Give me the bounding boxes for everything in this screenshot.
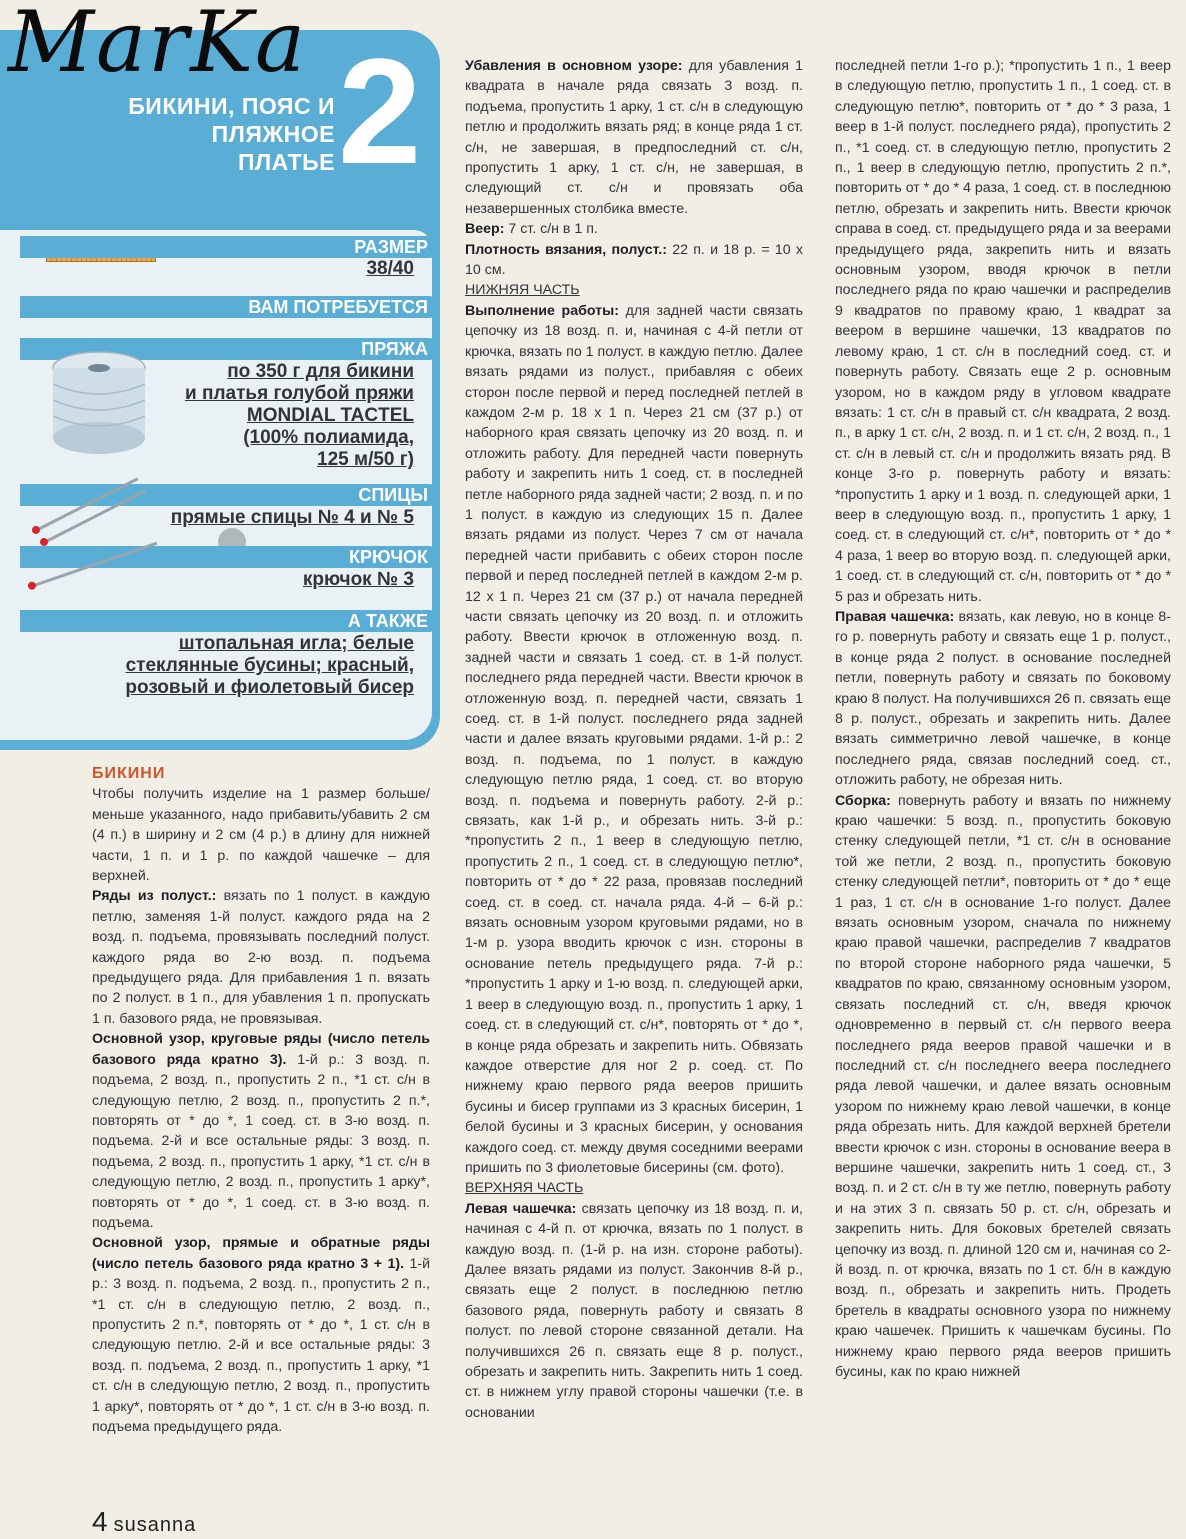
- page-footer: [92, 1506, 196, 1538]
- also-line-3: розовый и фиолетовый бисер: [125, 677, 414, 698]
- yarn-label-bar: ПРЯЖА: [20, 338, 440, 360]
- paragraph-right-cup: Правая чашечка: вязать, как левую, но в конце 8-го р. повернуть работу и связать еще 1 р. полуст., в конце ряда 2 полуст. в основание последней петли, повернуть работу и связать по боковому краю 8 полуст. На получившихся 26 п. связать еще 8 р. полуст., обрезать и закрепить нить. Далее вязать симметрично левой чашечке, в конце последнего ряда, связав последний соед. ст., отложить работу, не обрезая нить.: [835, 608, 1171, 789]
- term-right-cup: Правая чашечка:: [835, 608, 955, 625]
- paragraph-half-stitch-rows: Ряды из полуст.: вязать по 1 полуст. в каждую петлю, заменяя 1-й полуст. каждого ряда на 2 возд. п. подъема, провязывать последний полуст. каждого ряда во 2-ю возд. п. подъема предыдущего ряда. Для прибавления 1 п. вязать по 2 полуст. в 1 п., для убавления 1 п. пропускать 1 п. базового ряда, не провязывая.: [92, 888, 430, 1027]
- size-value: 38/40: [366, 258, 414, 279]
- magazine-brand: susanna: [113, 1514, 197, 1536]
- paragraph-left-cup-cont: последней петли 1-го р.); *пропустить 1 п., 1 веер в следующую петлю, пропустить 1 п., 1 соед. ст. в следующую петлю*, повторить от * до * 3 раза, 1 веер в 1-й полуст. последнего ряда), пропустить 2 п., *1 соед. ст. в следующую петлю, пропустить 2 п., 1 веер в следующую петлю, пропустить 2 п.*, повторить от * до * 4 раза, 1 соед. ст. в последнюю петлю, обрезать и закрепить нить. Ввести крючок справа в соед. ст. предыдущего ряда и за веерами предыдущего ряда, закрепить нить и вязать основным узором, вводя крючок в петли последнего ряда по краю чашечки и распределив 9 квадратов по правому краю, 1 квадрат за веером в вершине чашечки, 13 квадратов по левому краю, 1 ст. с/н в последний соед. ст. и повернуть работу. Связать еще 2 р. основным узором, но в каждом ряду в угловом квадрате вязать: 1 ст. с/н в правый ст. с/н квадрата, 2 возд. п., в арку 1 ст. с/н, 2 возд. п. и 1 ст. с/н, 2 возд. п., 1 ст. с/н в левый ст. с/н и продолжить вязать ряд. В конце 3-го р. повернуть работу и вязать: *пропустить 1 арку и 1 возд. п. следующей арки, 1 веер в следующую возд. п., пропустить 1 арку, 1 соед. ст. в следующий ст. с/н*, повторить от * до * 4 раза, 1 веер во вторую возд. п. следующей арки, 1 соед. ст. в следующий ст. с/н, повторить от * до * 5 раз и обрезать нить.: [835, 58, 1171, 605]
- hook-value: крючок № 3: [302, 569, 414, 590]
- bikini-heading: БИКИНИ: [92, 765, 166, 782]
- term-assembly: Сборка:: [835, 792, 891, 809]
- need-label-bar: ВАМ ПОТРЕБУЕТСЯ: [20, 296, 440, 318]
- also-line-2: стеклянные бусины; красный,: [125, 655, 414, 676]
- term-left-cup: Левая чашечка:: [465, 1200, 577, 1217]
- term-half-stitch-rows: Ряды из полуст.:: [92, 888, 217, 905]
- term-main-pattern-flat: Основной узор, прямые и обратные ряды (число петель базового ряда кратно 3 + 1).: [92, 1235, 430, 1272]
- paragraph-left-cup: Левая чашечка: связать цепочку из 18 возд. п. и, начиная с 4-й п. от крючка, вязать по 1 полуст. в каждую возд. п. (1-й р. на изн. стороне работы). Далее вязать рядами из полуст. Закончив 8-й р., связать еще 2 полуст. в последнюю петлю базового ряда, повернуть работу и связать 8 полуст. по левой стороне связанной детали. На получившихся 26 п. связать еще 8 р. полуст., обрезать и закрепить нить. Закрепить нить 1 соед. ст. в нижнем углу правой стороны чашечки (т.е. в основании: [465, 1200, 803, 1421]
- also-line-1: штопальная игла; белые: [178, 633, 414, 654]
- also-label-bar: А ТАКЖЕ: [20, 610, 440, 632]
- subheading-top-part: ВЕРХНЯЯ ЧАСТЬ: [465, 1180, 584, 1197]
- watermark-logo: MarKa: [8, 0, 308, 91]
- text-column-1: [92, 764, 430, 1437]
- paragraph-fan: Веер: 7 ст. с/н в 1 п.: [465, 221, 598, 238]
- paragraph-decreases: Убавления в основном узоре: для убавления 1 квадрата в начале ряда связать 3 возд. п. подъема, пропустить 1 арку, 1 ст. с/н в следующую петлю и продолжить вязать ряд; в конце ряда 1 ст. с/н, не завершая, в предпоследний ст. с/н, пропустить 1 арку, 1 ст. с/н, не завершая, в следующий ст. с/н и провязать оба незавершенных столбика вместе.: [465, 58, 803, 217]
- paragraph-size-adjust: Чтобы получить изделие на 1 размер больше/меньше указанного, надо прибавить/убавить 2 см (4 п.) в ширину и 2 см (4 р.) в длину для нижней части, 1 п. и 1 р. по каждой чашечке – для верхней.: [92, 786, 430, 885]
- needles-label-bar: СПИЦЫ: [20, 484, 440, 506]
- paragraph-main-pattern-flat: Основной узор, прямые и обратные ряды (число петель базового ряда кратно 3 + 1). 1-й р.: 3 возд. п. подъема, 2 возд. п., пропустить 2 п., *1 ст. с/н в следующую петлю, 2 возд. п., пропустить 2 п.*, повторять от * до *, 1 ст. с/н в следующую петлю. 2-й и все остальные ряды: 3 возд. п. подъема, 2 возд. п., пропустить 1 арку, *1 ст. с/н в следующую петлю, 2 возд. п., пропустить 1 арку*, повторять от * до *, 1 ст. с/н в 3-ю возд. п. подъема предыдущего ряда.: [92, 1235, 430, 1435]
- size-label-bar: РАЗМЕР: [20, 236, 440, 258]
- paragraph-gauge: Плотность вязания, полуст.: 22 п. и 18 р. = 10 х 10 см.: [465, 241, 804, 279]
- text-column-2: [465, 56, 803, 1423]
- page-number: 4: [92, 1506, 108, 1537]
- term-main-pattern-round: Основной узор, круговые ряды (число петель базового ряда кратно 3).: [92, 1031, 430, 1068]
- yarn-spool-image: [44, 344, 154, 462]
- term-decreases: Убавления в основном узоре:: [465, 58, 683, 74]
- term-gauge: Плотность вязания, полуст.:: [465, 241, 667, 258]
- section-title: БИКИНИ, ПОЯС И ПЛЯЖНОЕ ПЛАТЬЕ: [128, 93, 335, 175]
- yarn-line-4: (100% полиамида,: [243, 427, 414, 448]
- section-number: 2: [338, 27, 422, 195]
- subheading-bottom-part: НИЖНЯЯ ЧАСТЬ: [465, 282, 580, 299]
- hook-label-bar: КРЮЧОК: [20, 546, 440, 568]
- needles-value: прямые спицы № 4 и № 5: [170, 507, 414, 528]
- yarn-line-2: и платья голубой пряжи: [185, 383, 414, 404]
- yarn-line-3: MONDIAL TACTEL: [246, 405, 414, 426]
- paragraph-assembly: Сборка: повернуть работу и вязать по нижнему краю чашечки: 5 возд. п., пропустить боковую стенку следующей петли, *1 ст. с/н в основание той же петли, 2 возд. п., пропустить боковую стенку следующей петли*, повторить от * до * еще 1 раз, 1 ст. с/н в основание 1-го полуст. Далее вязать основным узором, сначала по нижнему краю правой чашечки, распределив 7 квадратов по второй стороне наборного ряда чашечки, 5 квадратов по краю, связанному основным узором, связать последний ст. с/н, введя крючок одновременно в первый ст. с/н первого веера последнего ряда вееров правой чашечки и в последний ст. с/н последнего веера последнего ряда левой чашечки, и далее вязать основным узором по нижнему краю левой чашечки, в конце ряда обрезать нить. Для каждой верхней бретели ввести крючок с изн. стороны в основание веера в вершине чашечки, закрепить нить 1 соед. ст., 3 возд. п. и 2 ст. с/н в ту же петлю, повернуть работу и на этих 3 п. связать 50 р. ст. с/н, обрезать и закрепить нить. Для боковых бретелей связать цепочку из возд. п. длиной 120 см и, начиная со 2-й возд. п. от крючка, вязать по 1 ст. б/н в каждую возд. п., обрезать и закрепить нить. Продеть бретель в квадраты основного узора по нижнему краю чашечек. Пришить к чашечкам бусины. По нижнему краю первого ряда вееров пришить бусины, как по краю нижней: [835, 792, 1171, 1380]
- yarn-line-5: 125 м/50 г): [317, 449, 414, 470]
- term-work: Выполнение работы:: [465, 302, 619, 319]
- yarn-line-1: по 350 г для бикини: [227, 361, 414, 382]
- text-column-3: [835, 56, 1171, 1382]
- paragraph-main-pattern-round: Основной узор, круговые ряды (число петель базового ряда кратно 3). 1-й р.: 3 возд. п. подъема, 2 возд. п., пропустить 2 п., *1 ст. с/н в следующую петлю, 2 возд. п., пропустить 2 п.*, повторять от * до *, 1 соед. ст. в 3-ю возд. п. подъема. 2-й и все остальные ряды: 3 возд. п. подъема, 2 возд. п., пропустить 1 арку, *1 ст. с/н в следующую петлю, 2 возд. п., пропустить 1 арку*, повторять от * до *, 1 соед. ст. в 3-ю возд. п. подъема.: [92, 1031, 430, 1231]
- paragraph-bottom-work: Выполнение работы: для задней части связать цепочку из 18 возд. п. и, начиная с 4-й петли от крючка, вязать по 1 полуст. в каждую петлю. Далее вязать рядами из полуст., прибавляя с обеих сторон после первой и перед последней петлей в каждом 2-м р. 18 х 1 п. Через 21 см (37 р.) от наборного края связать цепочку из 20 возд. п. и отложить работу. Для передней части повернуть работу и закрепить нить 1 соед. ст. в последней петле наборного ряда задней части; 2 возд. п. и по 1 полуст. в каждую из следующих 15 п. Далее вязать рядами из полуст. Через 7 см от начала передней части прибавить с обеих сторон после первой и перед последней петлей в каждом 2-м р. 12 х 1 п. Через 21 см (37 р.) от начала передней части связать цепочку из 20 возд. п. и отложить работу. Ввести крючок в отложенную возд. п. задней части и связать 1 соед. ст. в 1-й полуст. последнего ряда передней части. Ввести крючок в отложенную возд. п. передней части, связать 1 соед. ст. в 1-й полуст. последнего ряда задней части и далее вязать круговыми рядами. 1-й р.: 2 возд. п. подъема, по 1 полуст. в каждую следующую петлю ряда, 1 соед. ст. во вторую возд. п. подъема и повернуть работу. 2-й р.: связать, как 1-й р., и обрезать нить. 3-й р.: *пропустить 2 п., 1 веер в следующую петлю, пропустить 2 п., 1 соед. ст. в следующую петлю*, повторить от * до * 22 раза, провязав последний соед. ст. в соед. ст. начала ряда. 4-й – 6-й р.: вязать основным узором круговыми рядами, но в 1-м р. узора вводить крючок с изн. стороны в основание петель предыдущего ряда. 7-й р.: *пропустить 1 арку и 1-ю возд. п. следующей арки, 1 веер в следующую возд. п., пропустить 1 арку, 1 соед. ст. в следующий ст. с/н*, повторять от * до *, в конце ряда обрезать и закрепить нить. Обвязать каждое отверстие для ног 2 р. соед. ст. По нижнему краю первого ряда вееров пришить бусины и бисер группами из 3 красных бисерин, 1 белой бусины и 3 красных бисерин, у основания каждого соед. ст. между двумя соседними веерами пришить по 3 фиолетовые бисерины (см. фото).: [465, 302, 803, 1176]
- term-fan: Веер:: [465, 221, 505, 238]
